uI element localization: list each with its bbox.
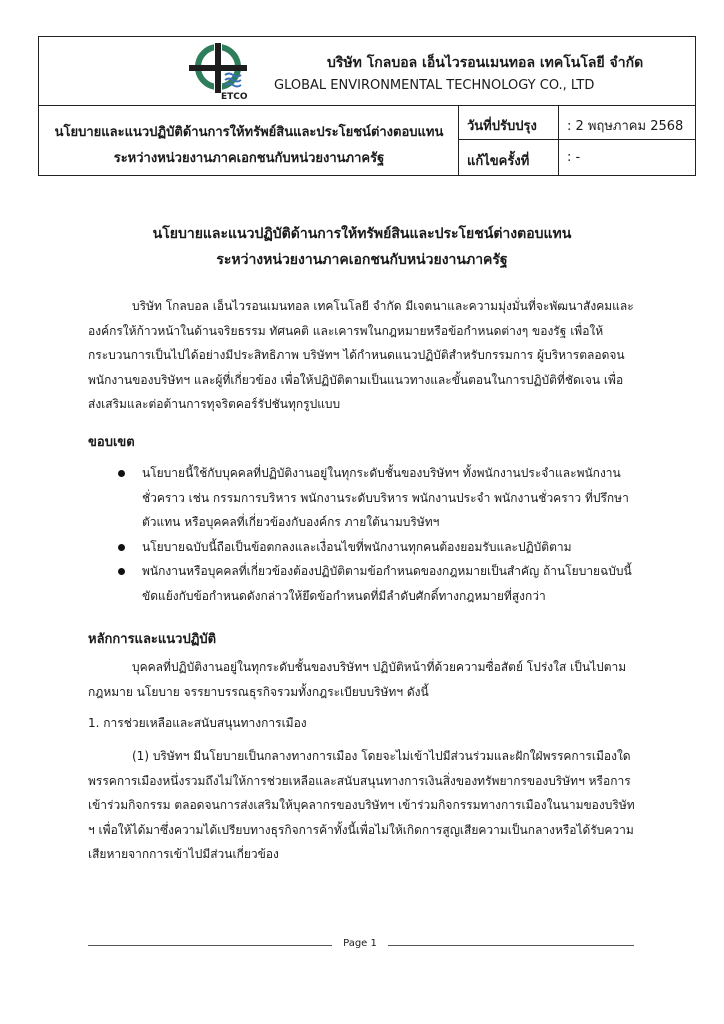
scope-bullet-item (118, 461, 658, 535)
bullet-icon (118, 470, 125, 477)
bullet-line: ขัดแย้งกับข้อกำหนดดังกล่าวให้ยึดข้อกำหนดที่มีลำดับศักดิ์ทางกฎหมายที่สูงกว่า (142, 588, 546, 603)
document-title-line-1: นโยบายและแนวปฏิบัติด้านการให้ทรัพย์สินและประโยชน์ต่างตอบแทน (152, 226, 572, 242)
revision-number-label-cell (459, 140, 559, 176)
intro-line: ส่งเสริมและต่อต้านการทุจริตคอร์รัปชันทุกรูปแบบ (88, 397, 341, 411)
revision-number-value: : - (567, 150, 581, 165)
bullet-icon (118, 544, 125, 551)
bullet-line: นโยบายนี้ใช้กับบุคคลที่ปฏิบัติงานอยู่ในทุกระดับชั้นของบริษัทฯ ทั้งพนักงานประจำและพนักงาน (142, 466, 621, 480)
company-name-thai: บริษัท โกลบอล เอ็นไวรอนเมนทอล เทคโนโลยี จำกัด (327, 55, 644, 71)
footer-divider-right (388, 945, 634, 946)
principles-line: กฎหมาย นโยบาย จรรยาบรรณธุรกิจรวมทั้งกฎระเบียบบริษัทฯ ดังนี้ (88, 684, 429, 699)
political-neutrality-paragraph (88, 744, 648, 867)
intro-paragraph (88, 294, 648, 417)
logo-text: ETCO (221, 92, 248, 101)
bullet-icon (118, 568, 125, 575)
intro-line: องค์กรให้ก้าวหน้าในด้านจริยธรรม ทัศนคติ และเคารพในกฎหมายหรือข้อกำหนดต่างๆ ของรัฐ เพื่อให้ (88, 323, 604, 338)
document-header (38, 36, 696, 176)
item-line: พรรคการเมืองหนึ่งรวมถึงไม่ให้การช่วยเหลือและสนับสนุนทางการเงินสิ่งของทรัพยากรของบริษัทฯ หรือการ (88, 773, 631, 788)
revision-date-value: : 2 พฤษภาคม 2568 (567, 119, 684, 134)
company-logo (181, 39, 255, 101)
principles-heading: หลักการและแนวปฏิบัติ (88, 632, 217, 647)
bullet-line: พนักงานหรือบุคคลที่เกี่ยวข้องต้องปฏิบัติตามข้อกำหนดของกฎหมายเป็นสำคัญ ถ้านโยบายฉบับนี้ (142, 564, 632, 578)
document-title-line-2: ระหว่างหน่วยงานภาคเอกชนกับหน่วยงานภาครัฐ (216, 252, 508, 268)
footer-divider-left (88, 945, 332, 946)
policy-title-cell (39, 105, 459, 176)
scope-bullet-item (118, 535, 658, 560)
revision-date-label: วันที่ปรับปรุง (467, 119, 537, 134)
principles-line: บุคคลที่ปฏิบัติงานอยู่ในทุกระดับชั้นของบริษัทฯ ปฏิบัติหน้าที่ด้วยความซื่อสัตย์ โปร่งใส เป็นไปตาม (132, 660, 627, 674)
intro-line: กระบวนการเป็นไปได้อย่างมีประสิทธิภาพ บริษัทฯ ได้กำหนดแนวปฏิบัติสำหรับกรรมการ ผู้บริหารตลอดจน (88, 348, 625, 362)
page-number: Page 1 (343, 938, 377, 949)
company-banner (39, 37, 695, 106)
principles-paragraph (88, 655, 648, 704)
political-support-subheading: 1. การช่วยเหลือและสนับสนุนทางการเมือง (88, 716, 307, 730)
bullet-line: ชั่วคราว เช่น กรรมการบริหาร พนักงานระดับบริหาร พนักงานประจำ พนักงานชั่วคราว ที่ปรึกษา (142, 490, 629, 505)
bullet-line: นโยบายฉบับนี้ถือเป็นข้อตกลงและเงื่อนไขที่พนักงานทุกคนต้องยอมรับและปฏิบัติตาม (142, 539, 572, 554)
revision-date-label-cell (459, 105, 559, 140)
document-info-row (39, 105, 695, 176)
revision-date-value-cell (559, 105, 696, 140)
scope-heading: ขอบเขต (88, 435, 135, 450)
revision-number-label: แก้ไขครั้งที่ (467, 154, 530, 169)
policy-title-line-2: ระหว่างหน่วยงานภาคเอกชนกับหน่วยงานภาครัฐ (113, 151, 385, 166)
item-line: เข้าร่วมกิจกรรม ตลอดจนการส่งเสริมให้บุคลากรของบริษัทฯ เข้าร่วมกิจกรรมทางการเมืองในนามของบริษัท (88, 798, 635, 812)
bullet-line: ตัวแทน หรือบุคคลที่เกี่ยวข้องกับองค์กร ภายใต้นามบริษัทฯ (142, 515, 440, 529)
item-line: ฯ เพื่อให้ได้มาซึ่งความได้เปรียบทางธุรกิจการค้าทั้งนี้เพื่อไม่ให้เกิดการสูญเสียความเป็นกลางหรือได้รับความ (88, 822, 634, 837)
scope-bullet-list (118, 461, 658, 608)
company-name-english: GLOBAL ENVIRONMENTAL TECHNOLOGY CO., LTD (274, 78, 595, 93)
policy-title-line-1: นโยบายและแนวปฏิบัติด้านการให้ทรัพย์สินและประโยชน์ต่างตอบแทน (54, 125, 444, 140)
scope-bullet-item (118, 559, 658, 608)
item-line: เสียหายจากการเข้าไปมีส่วนเกี่ยวข้อง (88, 847, 279, 861)
intro-line: บริษัท โกลบอล เอ็นไวรอนเมนทอล เทคโนโลยี จำกัด มีเจตนาและความมุ่งมั่นที่จะพัฒนาสังคมและ (132, 299, 634, 313)
revision-number-value-cell (559, 140, 696, 176)
item-line: (1) บริษัทฯ มีนโยบายเป็นกลางทางการเมือง โดยจะไม่เข้าไปมีส่วนร่วมและฝักใฝ่พรรคการเมืองใด (132, 749, 631, 763)
intro-line: พนักงานของบริษัทฯ และผู้ที่เกี่ยวข้อง เพื่อให้ปฏิบัติตามเป็นแนวทางและขั้นตอนในการปฏิบัติที่ชัดเจน เพื่อ (88, 372, 624, 387)
